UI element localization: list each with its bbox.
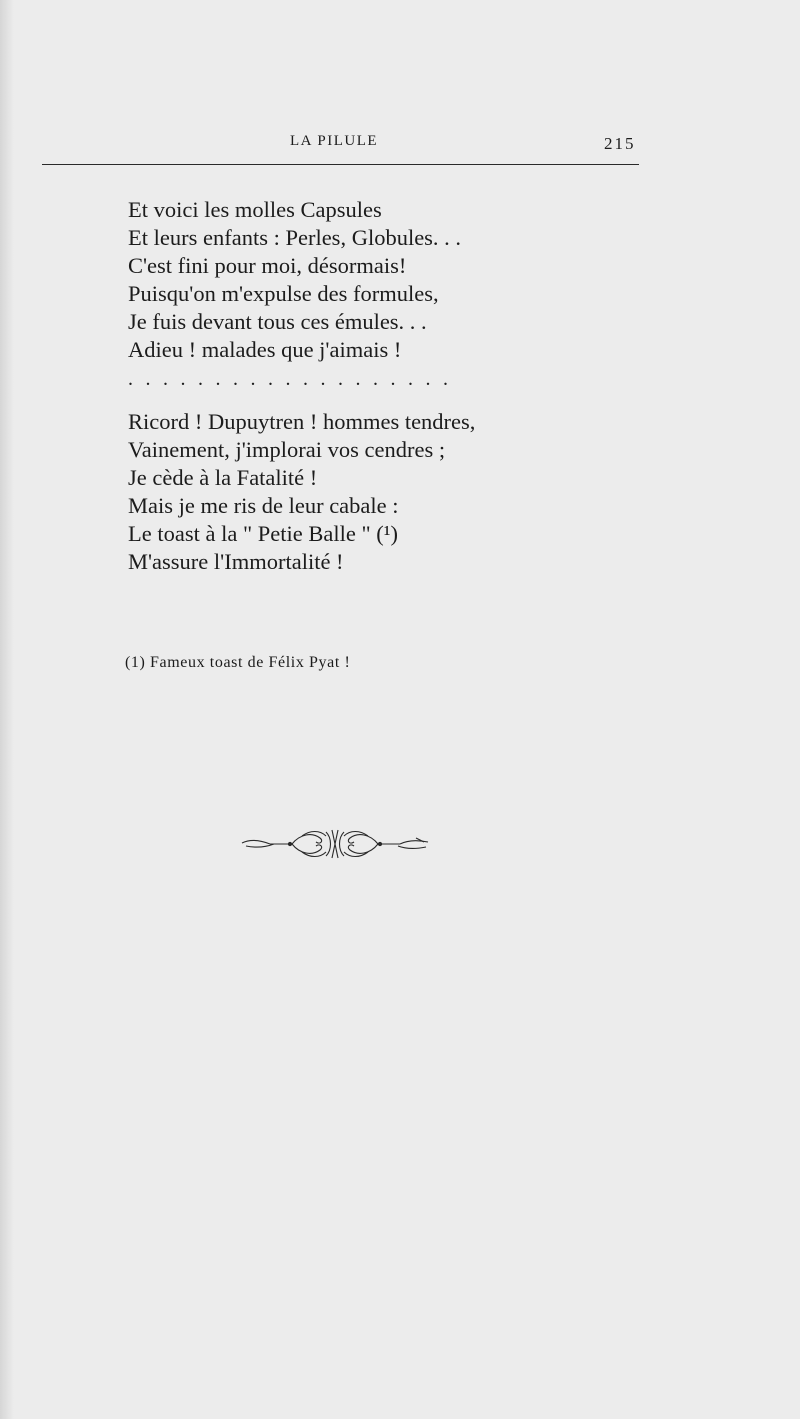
- header-rule: [42, 164, 639, 165]
- poem-line: Puisqu'on m'expulse des formules,: [128, 281, 439, 306]
- poem-line: C'est fini pour moi, désormais!: [128, 253, 407, 278]
- poem-line: Je cède à la Fatalité !: [128, 465, 318, 490]
- poem-line: Je fuis devant tous ces émules. . .: [128, 309, 427, 334]
- poem-line: Et leurs enfants : Perles, Globules. . .: [128, 225, 462, 250]
- page-gutter-shadow: [0, 0, 14, 1419]
- poem-line: Vainement, j'implorai vos cendres ;: [128, 437, 446, 462]
- poem-line: Le toast à la " Petie Balle " (¹): [128, 521, 399, 546]
- poem-line: Mais je me ris de leur cabale :: [128, 493, 399, 518]
- running-title: LA PILULE: [290, 133, 379, 149]
- poem-line: Adieu ! malades que j'aimais !: [128, 337, 402, 362]
- poem-line: M'assure l'Immortalité !: [128, 549, 344, 574]
- poem-stanza-1: [128, 196, 461, 364]
- tailpiece-ornament-icon: [240, 826, 430, 867]
- footnote: (1) Fameux toast de Félix Pyat !: [125, 654, 351, 671]
- page-number: 215: [604, 134, 636, 153]
- poem-stanza-2: [128, 408, 475, 576]
- poem-line: Ricord ! Dupuytren ! hommes tendres,: [128, 409, 476, 434]
- poem-line: Et voici les molles Capsules: [128, 197, 382, 222]
- ellipsis-line: ...................: [128, 368, 461, 390]
